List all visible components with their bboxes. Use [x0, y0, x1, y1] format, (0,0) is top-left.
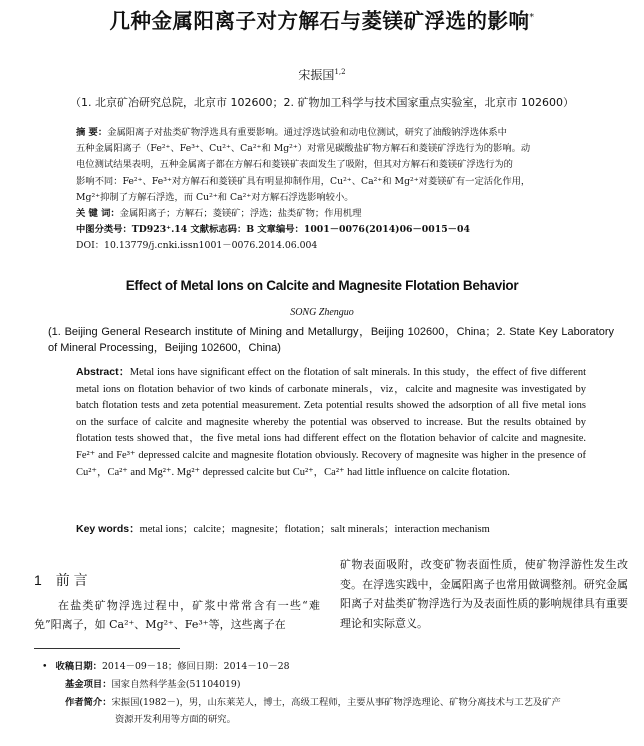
body-paragraph: 在盐类矿物浮选过程中，矿浆中常常含有一些“难免”阳离子，如 Ca²⁺、Mg²⁺、Fe³⁺等，这些离子在	[34, 599, 320, 631]
classification-line: 中图分类号：TD923⁺.14 文献标志码：B 文章编号：1001－0076(2014)06－0015－04	[76, 224, 470, 236]
footnote-fund	[65, 677, 644, 693]
paper-title-cn	[0, 4, 644, 34]
title-text: 几种金属阳离子对方解石与菱镁矿浮选的影响	[109, 9, 530, 33]
paper-title-en: Effect of Metal Ions on Calcite and Magnesite Flotation Behavior	[125, 278, 519, 293]
footnote-dates	[42, 659, 622, 675]
abstract-label-cn: 摘 要：	[76, 127, 108, 138]
section-number: 1	[34, 572, 42, 588]
doi-line: DOI：10.13779/j.cnki.issn1001－0076.2014.06.004	[76, 240, 318, 252]
abstract-text-en: Metal ions have significant effect on the flotation of salt minerals. In this study，the effect of five different metal ions on flotation behavior of two kinds of carbonate minerals，viz，calcite and magnesite was investigated by batch flotation tests and zeta potential measurement. Zeta potential results showed the adsorption of all five metal ions on the surface of calcite and magnesite whereby the potential was observed to increase. But the results obtained by flotation tests showed that，the five metal ions had different effect on the flotation behavior of calcite and magnesite. Fe²⁺ and Fe³⁺ depressed calcite and magnesite flotation obviously. Recovery of magnesite was higher in the presence of Cu²⁺，Ca²⁺ and Mg²⁺. Mg²⁺ depressed calcite but Cu²⁺，Ca²⁺ had little influence on calcite flotation.	[76, 367, 586, 478]
keywords-en: metal ions；calcite；magnesite；flotation；salt minerals；interaction mechanism	[139, 524, 490, 535]
body-column-left	[34, 596, 320, 634]
keywords-label-en: Key words：	[76, 523, 140, 535]
author-affil-sup: 1,2	[334, 68, 346, 76]
fund-label: 基金项目：	[65, 679, 112, 690]
title-footnote-mark: *	[529, 13, 535, 24]
keywords-cn: 金属阳离子；方解石；菱镁矿；浮选；盐类矿物；作用机理	[119, 208, 362, 220]
footnote-divider	[34, 648, 180, 649]
author-en: SONG Zhenguo	[290, 307, 354, 318]
author-cn	[0, 66, 644, 83]
bio-line-1: 宋振国(1982－)，男，山东莱芜人，博士，高级工程师，主要从事矿物浮选理论、矿物分离技术与工艺及矿产	[111, 697, 561, 708]
abstract-line: 五种金属阳离子（Fe²⁺、Fe³⁺、Cu²⁺、Ca²⁺和 Mg²⁺）对常见碳酸盐矿物方解石和菱镁矿浮选行为的影响。动	[76, 143, 531, 155]
author-name-cn: 宋振国	[298, 68, 335, 82]
section-heading	[34, 570, 88, 590]
body-paragraph: 矿物表面吸附，改变矿物表面性质，使矿物浮游性发生改变。在浮选实践中，金属阳离子也常用做调整剂。研究金属阳离子对盐类矿物浮选行为及表面性质的影响规律具有重要理论和实际意义。	[340, 558, 628, 630]
abstract-en	[76, 364, 586, 481]
dates-label: 收稿日期：	[55, 661, 102, 672]
footnote-bio-cont: 资源开发利用等方面的研究。	[115, 714, 236, 725]
abstract-line: 金属阳离子对盐类矿物浮选具有重要影响。通过浮选试验和动电位测试，研究了油酸钠浮选体系中	[107, 127, 507, 138]
dates-value: 2014－09－18；修回日期：2014－10－28	[101, 661, 290, 672]
keywords-label-cn: 关 键 词：	[76, 208, 120, 220]
abstract-label-en: Abstract：	[76, 366, 130, 378]
abstract-line: 电位测试结果表明，五种金属离子都在方解石和菱镁矿表面发生了吸附，但其对方解石和菱镁矿浮选行为的	[76, 159, 513, 171]
abstract-line: 影响不同：Fe²⁺、Fe³⁺对方解石和菱镁矿具有明显抑制作用，Cu²⁺、Ca²⁺和 Mg²⁺对菱镁矿有一定活化作用，	[76, 175, 531, 187]
affiliation-cn: （1. 北京矿冶研究总院，北京市 102600；2. 矿物加工科学与技术国家重点实验室，北京市 102600）	[70, 96, 574, 109]
bio-label: 作者简介：	[65, 697, 112, 708]
fund-value: 国家自然科学基金(51104019)	[111, 679, 241, 690]
footnote-bullet: •	[42, 661, 48, 672]
affiliation-en: (1. Beijing General Research institute of Mining and Metallurgy，Beijing 102600，China；2. State Key Laboratory of Mineral Processing，Beijing 102600，China)	[48, 326, 614, 355]
footnote-bio	[65, 695, 635, 711]
abstract-cn	[76, 125, 586, 255]
section-title: 前 言	[55, 572, 88, 588]
abstract-line: Mg²⁺抑制了方解石浮选，而 Cu²⁺和 Ca²⁺对方解石浮选影响较小。	[76, 191, 354, 203]
body-column-right	[340, 555, 628, 633]
keywords-en-line	[76, 521, 596, 536]
